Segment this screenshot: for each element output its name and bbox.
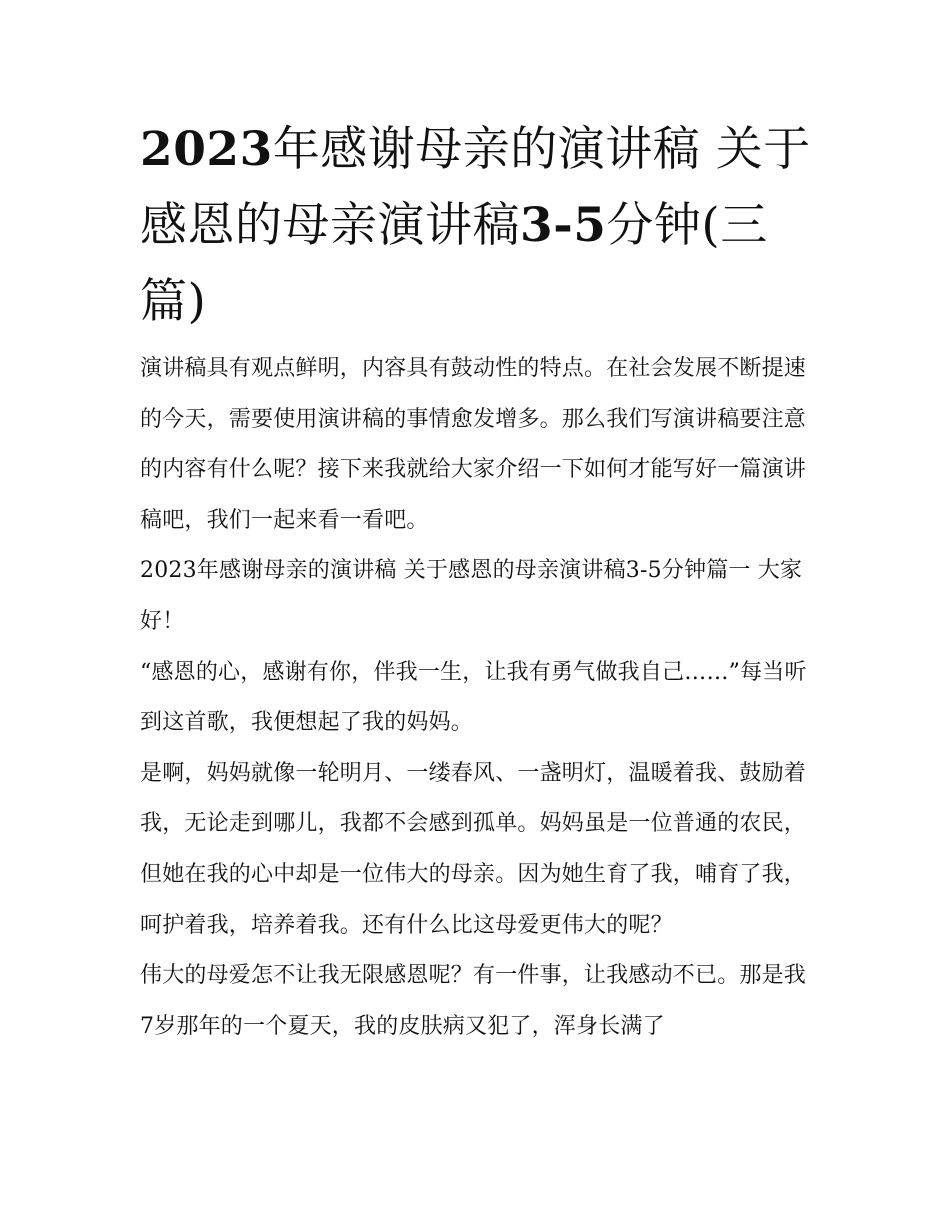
paragraph-section-heading: 2023年感谢母亲的演讲稿 关于感恩的母亲演讲稿3-5分钟篇一 大家好！ (140, 558, 803, 634)
document-title (140, 112, 820, 340)
paragraph-intro: 演讲稿具有观点鲜明，内容具有鼓动性的特点。在社会发展不断提速的今天，需要使用演讲稿的事情愈发增多。那么我们写演讲稿要注意的内容有什么呢？接下来我就给大家介绍一下如何才能写好一篇演讲稿吧，我们一起来看一看吧。 (140, 356, 807, 533)
title-year: 2023 (140, 122, 273, 177)
paragraph-song-quote: “感恩的心，感谢有你，伴我一生，让我有勇气做我自己……”每当听到这首歌，我便想起了我的妈妈。 (140, 659, 807, 736)
paragraph-story-start: 伟大的母爱怎不让我无限感恩呢？有一件事，让我感动不已。那是我7岁那年的一个夏天，我的皮肤病又犯了，浑身长满了 (140, 963, 807, 1039)
paragraph-mother-description: 是啊，妈妈就像一轮明月、一缕春风、一盏明灯，温暖着我、鼓励着我，无论走到哪儿，我都不会感到孤单。妈妈虽是一位普通的农民，但她在我的心中却是一位伟大的母亲。因为她生育了我，哺育了我，呵护着我，培养着我。还有什么比这母爱更伟大的呢？ (140, 760, 807, 938)
title-duration: 3-5 (520, 198, 607, 253)
title-text-part-2: 分钟(三篇) (140, 198, 768, 329)
title-text-part-1: 年感谢母亲的演讲稿 关于感恩的母亲演讲稿 (140, 122, 811, 253)
document-content (140, 112, 820, 1052)
